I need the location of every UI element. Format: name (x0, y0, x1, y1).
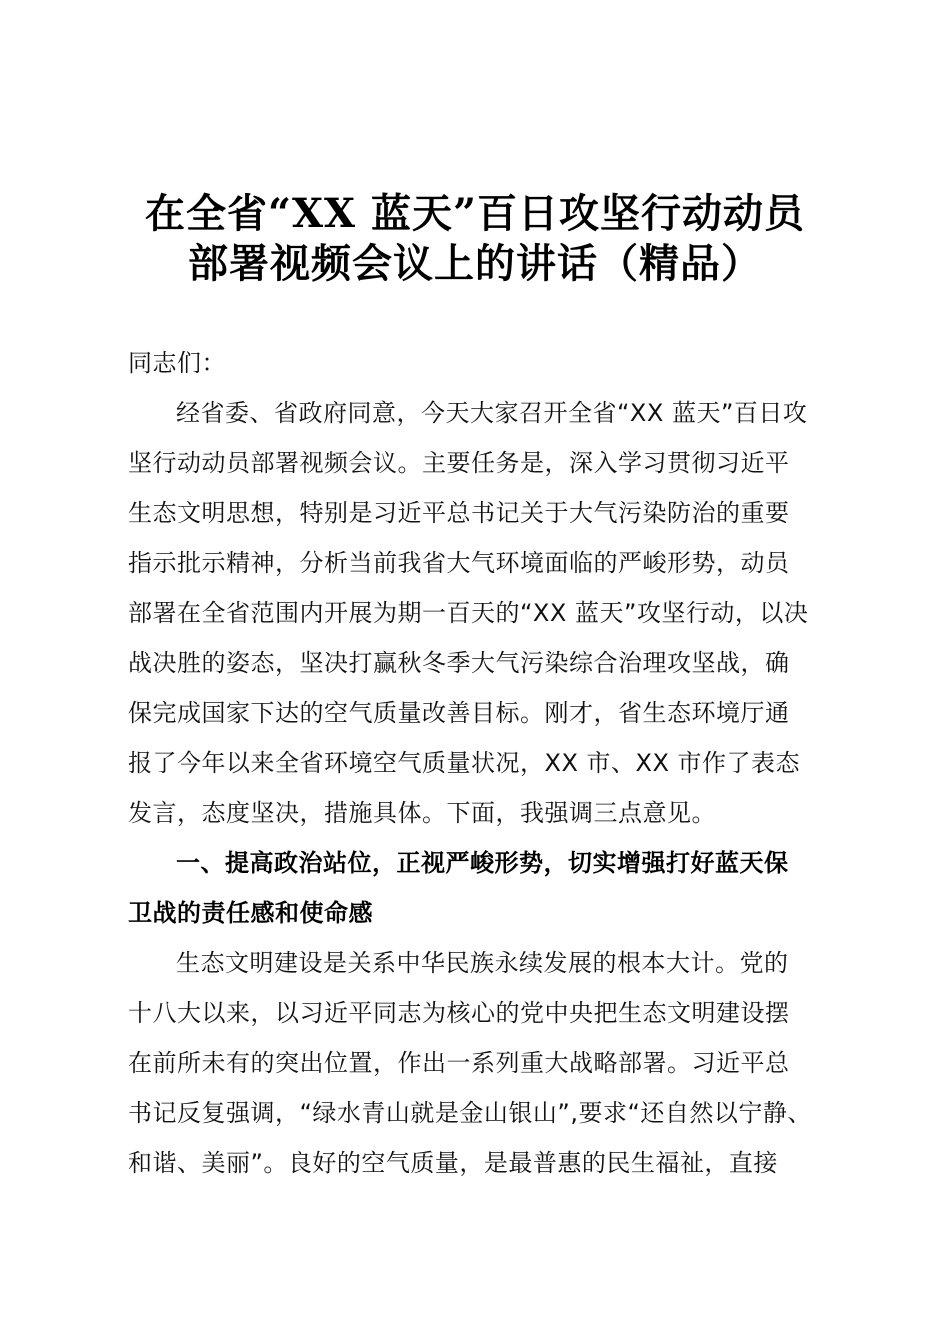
section-heading-line: 卫战的责任感和使命感 (128, 899, 373, 927)
section-heading-line: 一、提高政治站位，正视严峻形势，切实增强打好蓝天保 (176, 849, 789, 877)
paragraph-line: 指示批示精神，分析当前我省大气环境面临的严峻形势，动员 (128, 549, 790, 577)
paragraph-line: 报了今年以来全省环境空气质量状况，XX 市、XX 市作了表态 (128, 749, 801, 777)
paragraph-line: 十八大以来，以习近平同志为核心的党中央把生态文明建设摆 (128, 999, 790, 1027)
document-title-line-1: 在全省“XX 蓝天”百日攻坚行动动员 (144, 190, 805, 237)
paragraph-line: 部署在全省范围内开展为期一百天的“XX 蓝天”攻坚行动，以决 (128, 599, 809, 627)
document-title-line-2: 部署视频会议上的讲话（精品） (188, 240, 762, 287)
paragraph-line: 经省委、省政府同意，今天大家召开全省“XX 蓝天”百日攻 (176, 399, 808, 427)
paragraph-line: 书记反复强调，“绿水青山就是金山银山”,要求“还自然以宁静、 (128, 1099, 812, 1127)
paragraph-line: 和谐、美丽”。良好的空气质量，是最普惠的民生福祉，直接 (128, 1149, 778, 1177)
paragraph-line: 发言，态度坚决，措施具体。下面，我强调三点意见。 (128, 799, 716, 827)
paragraph-line: 坚行动动员部署视频会议。主要任务是，深入学习贯彻习近平 (128, 449, 790, 477)
paragraph-line: 战决胜的姿态，坚决打赢秋冬季大气污染综合治理攻坚战，确 (128, 649, 790, 677)
salutation: 同志们： (128, 349, 226, 377)
paragraph-line: 在前所未有的突出位置，作出一系列重大战略部署。习近平总 (128, 1049, 790, 1077)
paragraph-line: 保完成国家下达的空气质量改善目标。刚才，省生态环境厅通 (128, 699, 790, 727)
paragraph-line: 生态文明建设是关系中华民族永续发展的根本大计。党的 (176, 949, 789, 977)
paragraph-line: 生态文明思想，特别是习近平总书记关于大气污染防治的重要 (128, 499, 790, 527)
